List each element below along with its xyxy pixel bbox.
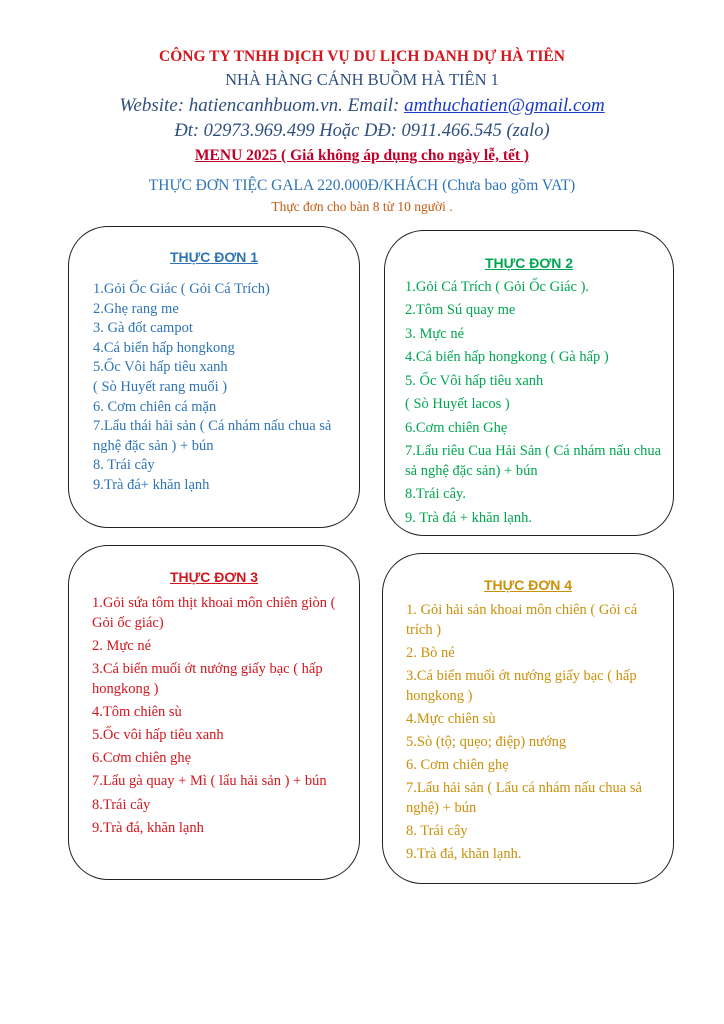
menu-items-3 xyxy=(92,594,350,842)
menu-title: MENU 2025 ( Giá không áp dụng cho ngày lễ, tết ) xyxy=(194,147,530,164)
list-item: 3. Mực né xyxy=(405,325,464,342)
list-item: 3.Cá biển muối ớt nướng giấy bạc ( hấp hongkong ) xyxy=(92,660,323,697)
list-item: 7.Lẩu gà quay + Mì ( lẩu hải sản ) + bún xyxy=(92,773,327,790)
list-item: 4.Mực chiên sù xyxy=(406,710,496,727)
list-item: 8.Trái cây xyxy=(92,796,151,813)
list-item: 1. Gỏi hải sản khoai môn chiên ( Gỏi cá trích ) xyxy=(406,602,638,638)
list-item: 2. Bò né xyxy=(406,644,455,661)
menu-title-3: THỰC ĐƠN 3 xyxy=(169,569,259,585)
menu-box-1 xyxy=(68,226,360,528)
list-item: 3.Cá biển muối ớt nướng giấy bạc ( hấp hongkong ) xyxy=(406,667,637,704)
email-link[interactable]: amthuchatien@gmail.com xyxy=(404,95,605,116)
list-item: 3. Gà đốt campot xyxy=(93,320,193,337)
menu-title-4: THỰC ĐƠN 4 xyxy=(483,577,573,593)
list-item: 1.Gỏi Cá Trích ( Gỏi Ốc Giác ). xyxy=(405,279,590,295)
list-item: 6. Cơm chiên ghẹ xyxy=(406,757,509,774)
list-item: 8. Trái cây xyxy=(93,457,155,474)
list-item: 6. Cơm chiên cá mặn xyxy=(93,398,217,415)
list-item: 1.Gỏi sứa tôm thịt khoai môn chiên giòn ( Gỏi ốc giác) xyxy=(92,595,336,631)
list-item: 5.Sò (tộ; quẹo; điệp) nướng xyxy=(406,733,567,750)
list-item: 7.Lẩu hải sản ( Lẩu cá nhám nấu chua sả nghệ) + bún xyxy=(406,780,642,816)
list-item: ( Sò Huyết lacos ) xyxy=(405,396,510,413)
list-item: 9.Trà đá, khăn lạnh xyxy=(92,819,204,836)
menu-box-3 xyxy=(68,545,360,880)
website-label: Website: hatiencanhbuom.vn. Email: xyxy=(119,95,405,116)
gala-price-line: THỰC ĐƠN TIỆC GALA 220.000Đ/KHÁCH (Chưa bao gồm VAT) xyxy=(148,177,576,194)
website-email-line xyxy=(0,95,724,117)
phone-line: Đt: 02973.969.499 Hoặc DĐ: 0911.466.545 (zalo) xyxy=(174,121,550,141)
list-item: ( Sò Huyết rang muối ) xyxy=(93,378,228,395)
list-item: 7.Lẩu thái hải sản ( Cá nhám nấu chua sả nghệ đặc sản ) + bún xyxy=(93,418,332,454)
list-item: 5.Ốc vôi hấp tiêu xanh xyxy=(92,726,224,743)
menu-box-2 xyxy=(384,230,674,536)
list-item: 2.Tôm Sú quay me xyxy=(405,302,516,319)
list-item: 9.Trà đá+ khăn lạnh xyxy=(93,476,210,493)
menu-title-2: THỰC ĐƠN 2 xyxy=(484,255,574,271)
list-item: 8. Trái cây xyxy=(406,823,468,840)
list-item: 8.Trái cây. xyxy=(405,486,466,503)
menu-title-1: THỰC ĐƠN 1 xyxy=(169,249,259,265)
menu-items-4 xyxy=(406,601,664,868)
list-item: 6.Cơm chiên Ghẹ xyxy=(405,419,508,436)
list-item: 2.Ghẹ rang me xyxy=(93,300,179,317)
list-item: 9.Trà đá, khăn lạnh. xyxy=(406,846,522,863)
list-item: 4.Tôm chiên sù xyxy=(92,703,182,720)
menu-box-4 xyxy=(382,553,674,884)
list-item: 6.Cơm chiên ghẹ xyxy=(92,750,192,767)
list-item: 2. Mực né xyxy=(92,637,151,654)
list-item: 9. Trà đá + khăn lạnh. xyxy=(405,509,532,526)
list-item: 4.Cá biển hấp hongkong ( Gà hấp ) xyxy=(405,349,609,366)
list-item: 7.Lẩu riêu Cua Hải Sản ( Cá nhám nấu chua sả nghệ đặc sản) + bún xyxy=(405,443,662,479)
list-item: 5. Ốc Vôi hấp tiêu xanh xyxy=(405,372,544,389)
menu-items-1 xyxy=(93,280,355,496)
list-item: 4.Cá biển hấp hongkong xyxy=(93,339,235,356)
restaurant-name: NHÀ HÀNG CÁNH BUỒM HÀ TIÊN 1 xyxy=(225,70,499,89)
company-name: CÔNG TY TNHH DỊCH VỤ DU LỊCH DANH DỰ HÀ TIÊN xyxy=(159,48,565,65)
list-item: 1.Gỏi Ốc Giác ( Gỏi Cá Trích) xyxy=(93,281,270,297)
menu-items-2 xyxy=(405,278,667,532)
list-item: 5.Ốc Vôi hấp tiêu xanh xyxy=(93,359,228,376)
table-size-note: Thực đơn cho bàn 8 từ 10 người . xyxy=(271,199,453,214)
